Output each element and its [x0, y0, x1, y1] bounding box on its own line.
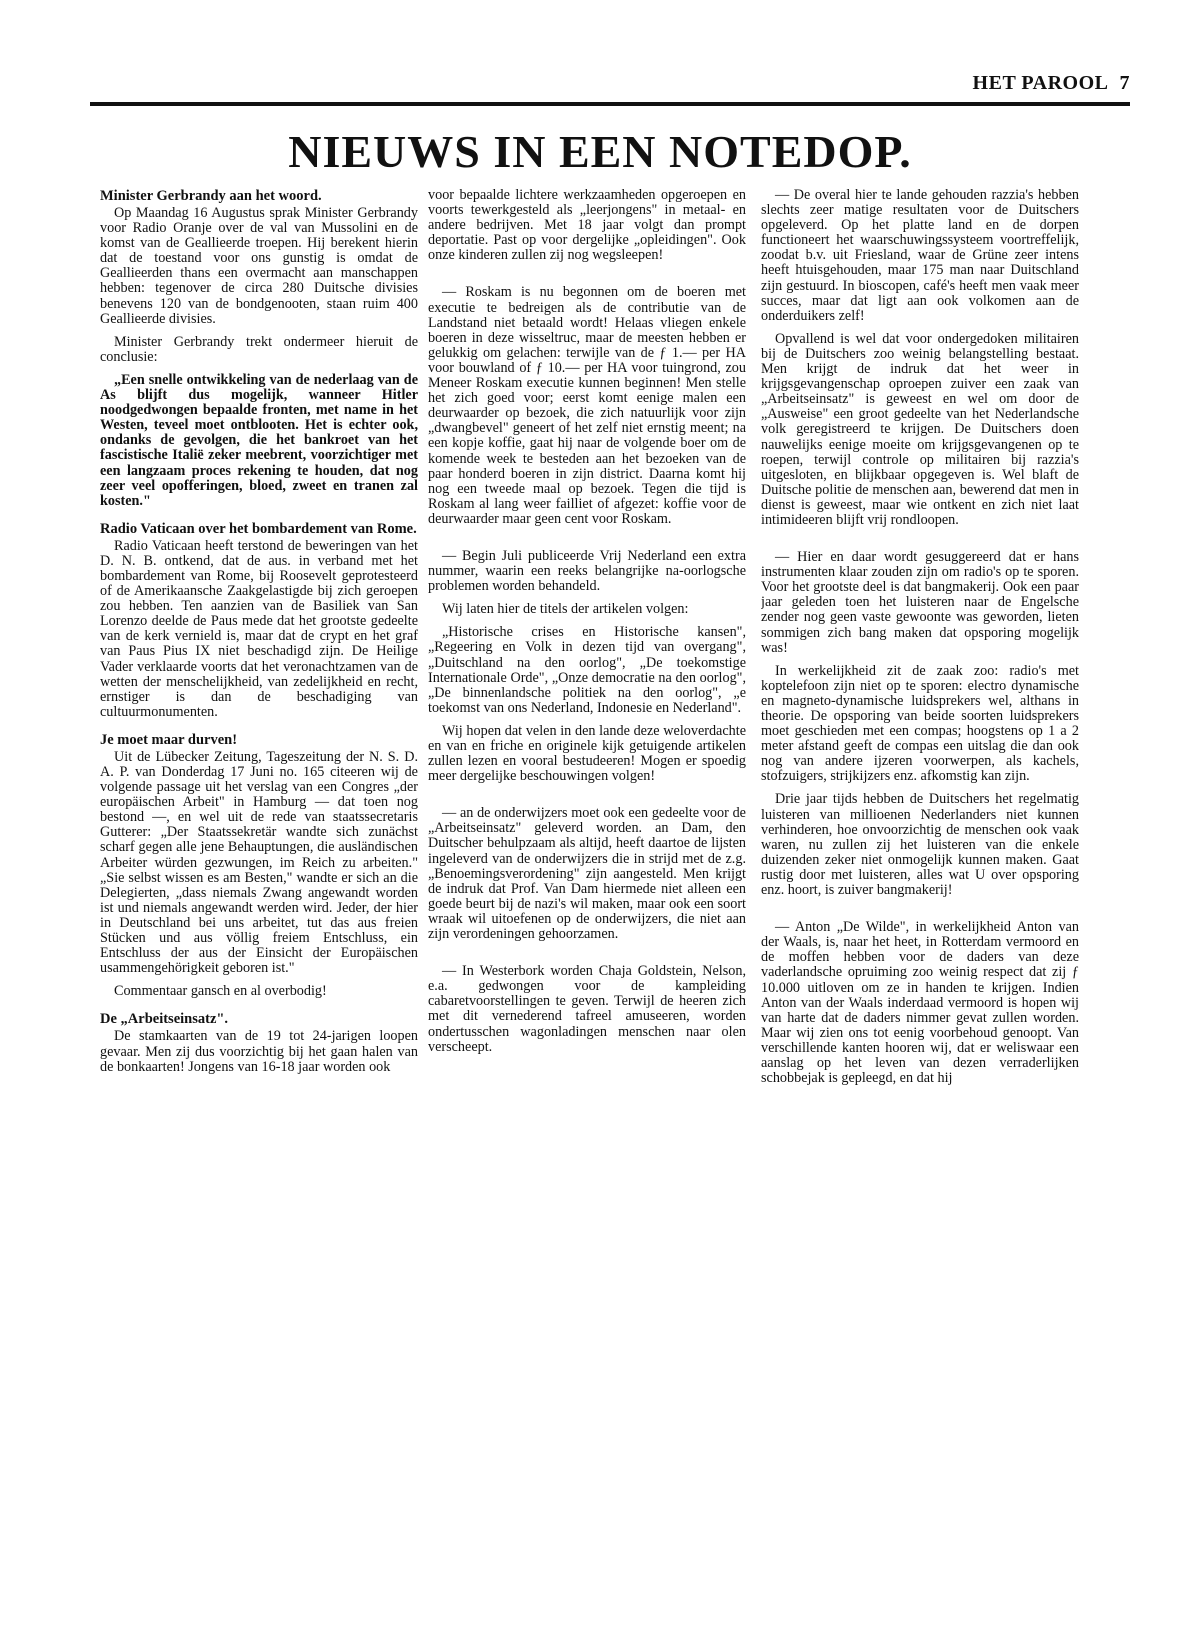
paragraph: — De overal hier te lande gehouden razzia's hebben slechts zeer matige resultaten voor de Duitschers opgeleverd. Op het platte land en de dorpen functioneert het waarschuwingssysteem voortreffelijk, zoodat b.v. uit Friesland, waar de Grüne zeer intens heeft htuisgehouden, maar 175 man naar Duitschland zijn gestuurd. In bioscopen, café's heeft men vaak meer succes, maar dat ligt aan ook volkomen aan de onderduikers zelf!	[761, 188, 1079, 324]
column-2	[428, 188, 746, 1628]
column-1	[100, 188, 418, 1628]
paragraph: — Hier en daar wordt gesuggereerd dat er hans instrumenten klaar zouden zijn om radio's op te sporen. Voor het grootste deel is dat bangmakerij. Ook een paar jaar geleden toen het luisteren naar de Engelsche zender nog geen vaste gewoonte was geworden, lieten sommigen zich bang maken dat opsporing mogelijk was!	[761, 549, 1079, 656]
paragraph: Wij hopen dat velen in den lande deze weloverdachte en van en friche en originele kijk getuigende artikelen zullen lezen en vooral bestudeeren! Mogen er spoedig meer dergelijke beschouwingen volgen!	[428, 722, 746, 785]
running-head	[973, 72, 1130, 95]
paragraph: Opvallend is wel dat voor ondergedoken militairen bij de Duitschers zoo weinig belangstelling bestaat. Men krijgt de indruk dat het weer in krijgsgevangenschap oproepen zuiver een zaak van „Arbeitseinsatz" is geweest en wel om door de „Ausweise" een groot gedeelte van het Nederlandsche volk geregistreerd te krijgen. De Duitschers doen nauwelijks eenige moeite om krijgsgevangenen op te roepen, terwijl controle op militairen bij razzia's uitgesloten, en blijkbaar opgegeven is. Wel blaft de Duitsche politie de menschen aan, bewerend dat men in dienst is geweest, maar wie ontkent en zich niet laat intimideeren blijft vrij rondloopen.	[761, 330, 1079, 528]
paragraph: Commentaar gansch en al overbodig!	[114, 983, 327, 1000]
paragraph: Op Maandag 16 Augustus sprak Minister Gerbrandy voor Radio Oranje over de val van Mussolini en de komst van de Geallieerde troepen. Hij berekent hierin dat de toestand voor ons gunstig is omdat de Geallieerden thans een overmacht aan manschappen hebben: tegenover de circa 280 Duitsche divisies benevens 120 van de bondgenooten, staan ruim 400 Geallieerde divisies.	[100, 205, 418, 327]
headline-vaticaan: Radio Vaticaan over het bombardement van Rome.	[100, 520, 417, 537]
paragraph: Minister Gerbrandy trekt ondermeer hieruit de conclusie:	[100, 333, 418, 365]
paragraph: — Anton „De Wilde", in werkelijkheid Anton van der Waals, is, naar het heet, in Rotterdam vermoord en de moffen hebben voor de daders van deze vaderlandsche opruiming zoo weinig respect dat zij ƒ 10.000 uitloven om ze in handen te krijgen. Indien Anton van der Waals inderdaad vermoord is hopen wij van harte dat de daders nimmer gevat zullen worden. Maar wij zien ons tot eenig voorbehoud genoopt. Van verschillende kanten hooren wij, dat er weliswaar een aanslag op het leven van dezen verraderlijken schobbejak is gepleegd, en dat hij	[761, 919, 1079, 1087]
page-number: 7	[1119, 72, 1130, 94]
paper-name: HET PAROOL	[972, 72, 1109, 94]
column-3	[761, 188, 1079, 1628]
paragraph: — Roskam is nu begonnen om de boeren met executie te bedreigen als de contributie van de Landstand niet betaald wordt! Helaas vliegen enkele boeren in deze wisseltruc, maar de meesten hebben er gelukkig om gelachen: terwijle van de ƒ 1.— per HA voor bouwland of ƒ 10.— per HA voor tuingrond, zou Meneer Roskam executie kunnen beginnen! Men stelle het zich goed voor; eerst komt eenige malen een deurwaarder op bezoek, die zich natuurlijk voor zijn „dwangbevel" geneert of het zelf niet ernstig meent; na een kopje koffie, gaat hij naar de volgende boer om de komende week te besteden aan het bezoeken van de paar honderd boeren in zijn district. Daarna komt hij nog een tweede maal op bezoek. Tegen die tijd is Roskam al lang weer failliet of afgezet: koffie voor de deurwaarder maar geen cent voor Roskam.	[428, 284, 746, 527]
paragraph: — Begin Juli publiceerde Vrij Nederland een extra nummer, waarin een reeks belangrijke na-oorlogsche problemen worden behandeld.	[428, 547, 746, 595]
headline-gerbrandy: Minister Gerbrandy aan het woord.	[100, 188, 322, 204]
paragraph: Uit de Lübecker Zeitung, Tageszeitung der N. S. D. A. P. van Donderdag 17 Juni no. 165 citeeren wij de volgende passage uit het verslag van een Congres „der europäischen Arbeit" in Hamburg — dat toen nog bestond —, en wel uit de rede van staatssecretaris Gutterer: „Der Staatssekretär wandte sich zunächst scharf gegen alle jene Behauptungen, die ausländischen Arbeiter würden gezwungen, im Reich zu arbeiten." „Sie selbst wissen es am Besten," wandte er sich an die Delegierten, „dass niemals Zwang angewandt worden ist und niemals angewandt werden wird. Jeder, der hier in Deutschland bei uns arbeitet, tut das aus freien Stücken und aus völlig freiem Entschluss, ein Entschluss der aus der Einsicht der Europäischen usammengehörigkeit geboren ist."	[100, 748, 418, 977]
headline-durven: Je moet maar durven!	[100, 731, 238, 748]
paragraph: In werkelijkheid zit de zaak zoo: radio's met koptelefoon zijn niet op te sporen: electro dynamische en magneto-dynamische luidsprekers wel, althans in theorie. De opsporing van beide soorten luidsprekers moet geschieden met een compas; hoogstens op 1 a 2 meter afstand geeft de compas een uitslag die dan ook nog van andere ijzeren voorwerpen, als kachels, stofzuigers, strijkijzers enz. afkomstig kan zijn.	[761, 662, 1079, 785]
paragraph: voor bepaalde lichtere werkzaamheden opgeroepen en voorts tewerkgesteld als „leerjongens" in metaal- en andere bedrijven. Met 18 jaar volgt dan prompt deportatie. Past op voor dergelijke „opleidingen". Ook onze kinderen zullen zij nog wegsleepen!	[428, 188, 746, 264]
paragraph: Wij laten hier de titels der artikelen volgen:	[442, 601, 689, 618]
paragraph: Drie jaar tijds hebben de Duitschers het regelmatig luisteren van millioenen Nederlanders niet kunnen verhinderen, hoe onvoorzichtig de menschen ook vaak waren, nu zullen zij het luisteren van die enkele duizenden zeker niet onmogelijk kunnen maken. Gaat rustig door met luisteren, alles wat U over opsporing enz. hoort, is zuiver bangmakerij!	[761, 791, 1079, 899]
headline-arbeitseinsatz: De „Arbeitseinsatz".	[100, 1011, 229, 1028]
paragraph: — In Westerbork worden Chaja Goldstein, Nelson, e.a. gedwongen voor de kampleiding cabaretvoorstellingen te geven. Terwijl de heeren zich met dit vernederend tafreel amuseeren, worden ondertusschen wagonladingen menschen naar olen verscheept.	[428, 963, 746, 1055]
paragraph: — an de onderwijzers moet ook een gedeelte voor de „Arbeitseinsatz" geleverd worden. an Dam, den Duitscher behulpzaam als altijd, heeft daartoe de lijsten ingeleverd van de onderwijzers die in strijd met de z.g. „Benoemingsverordening" zijn aangesteld. Men krijgt de indruk dat Prof. Van Dam hiermede niet alleen een goede beurt bij de nazi's wil maken, maar ook een soort wraak wil uitoefenen op de onderwijzers, die niet aan zijn verordeningen gehoorzamen.	[428, 805, 746, 943]
paragraph: Radio Vaticaan heeft terstond de beweringen van het D. N. B. ontkend, dat de aus. in verband met het bombardement van Rome, bij Roosevelt geprotesteerd of de Amerikaansche Zaakgelastigde bij zich geroepen zou hebben. Ten aanzien van de Basiliek van San Lorenzo deelde de Paus mede dat het grootste gedeelte van de kerk vernield is, maar dat de crypt en het graf van Paus Pius IX niet beschadigd zijn. De Heilige Vader verklaarde voorts dat het veronachtzamen van de wetten der menschelijkheid, van zedelijkheid en recht, ernstiger is dan de beschadiging van cultuurmonumenten.	[100, 537, 418, 720]
paragraph: De stamkaarten van de 19 tot 24-jarigen loopen gevaar. Men zij dus voorzichtig bij het gaan halen van de bonkaarten! Jongens van 16-18 jaar worden ook	[100, 1028, 418, 1075]
page-title: NIEUWS IN EEN NOTEDOP.	[288, 126, 912, 177]
quote-paragraph: „Een snelle ontwikkeling van de nederlaag van de As blijft dus mogelijk, wanneer Hitler noodgedwongen bepaalde fronten, met name in het Westen, teveel moet ontblooten. Het is echter ook, ondanks de gevolgen, die het bankroet van het fascistische Italië zeker meebrent, voorzichtiger met een langzaam proces rekening te houden, dat nog zeer veel opofferingen, bloed, zweet en tranen zal kosten."	[100, 371, 418, 509]
header-rule	[90, 102, 1130, 106]
page-header	[90, 72, 1130, 96]
paragraph: „Historische crises en Historische kansen", „Regeering en Volk in dezen tijd van overgang", „Duitschland na den oorlog", „De toekomstige Internationale Orde", „Onze democratie na den oorlog", „De binnenlandsche politiek na den oorlog", „e toekomst van ons Nederland, Indonesie en Nederland".	[428, 624, 746, 716]
